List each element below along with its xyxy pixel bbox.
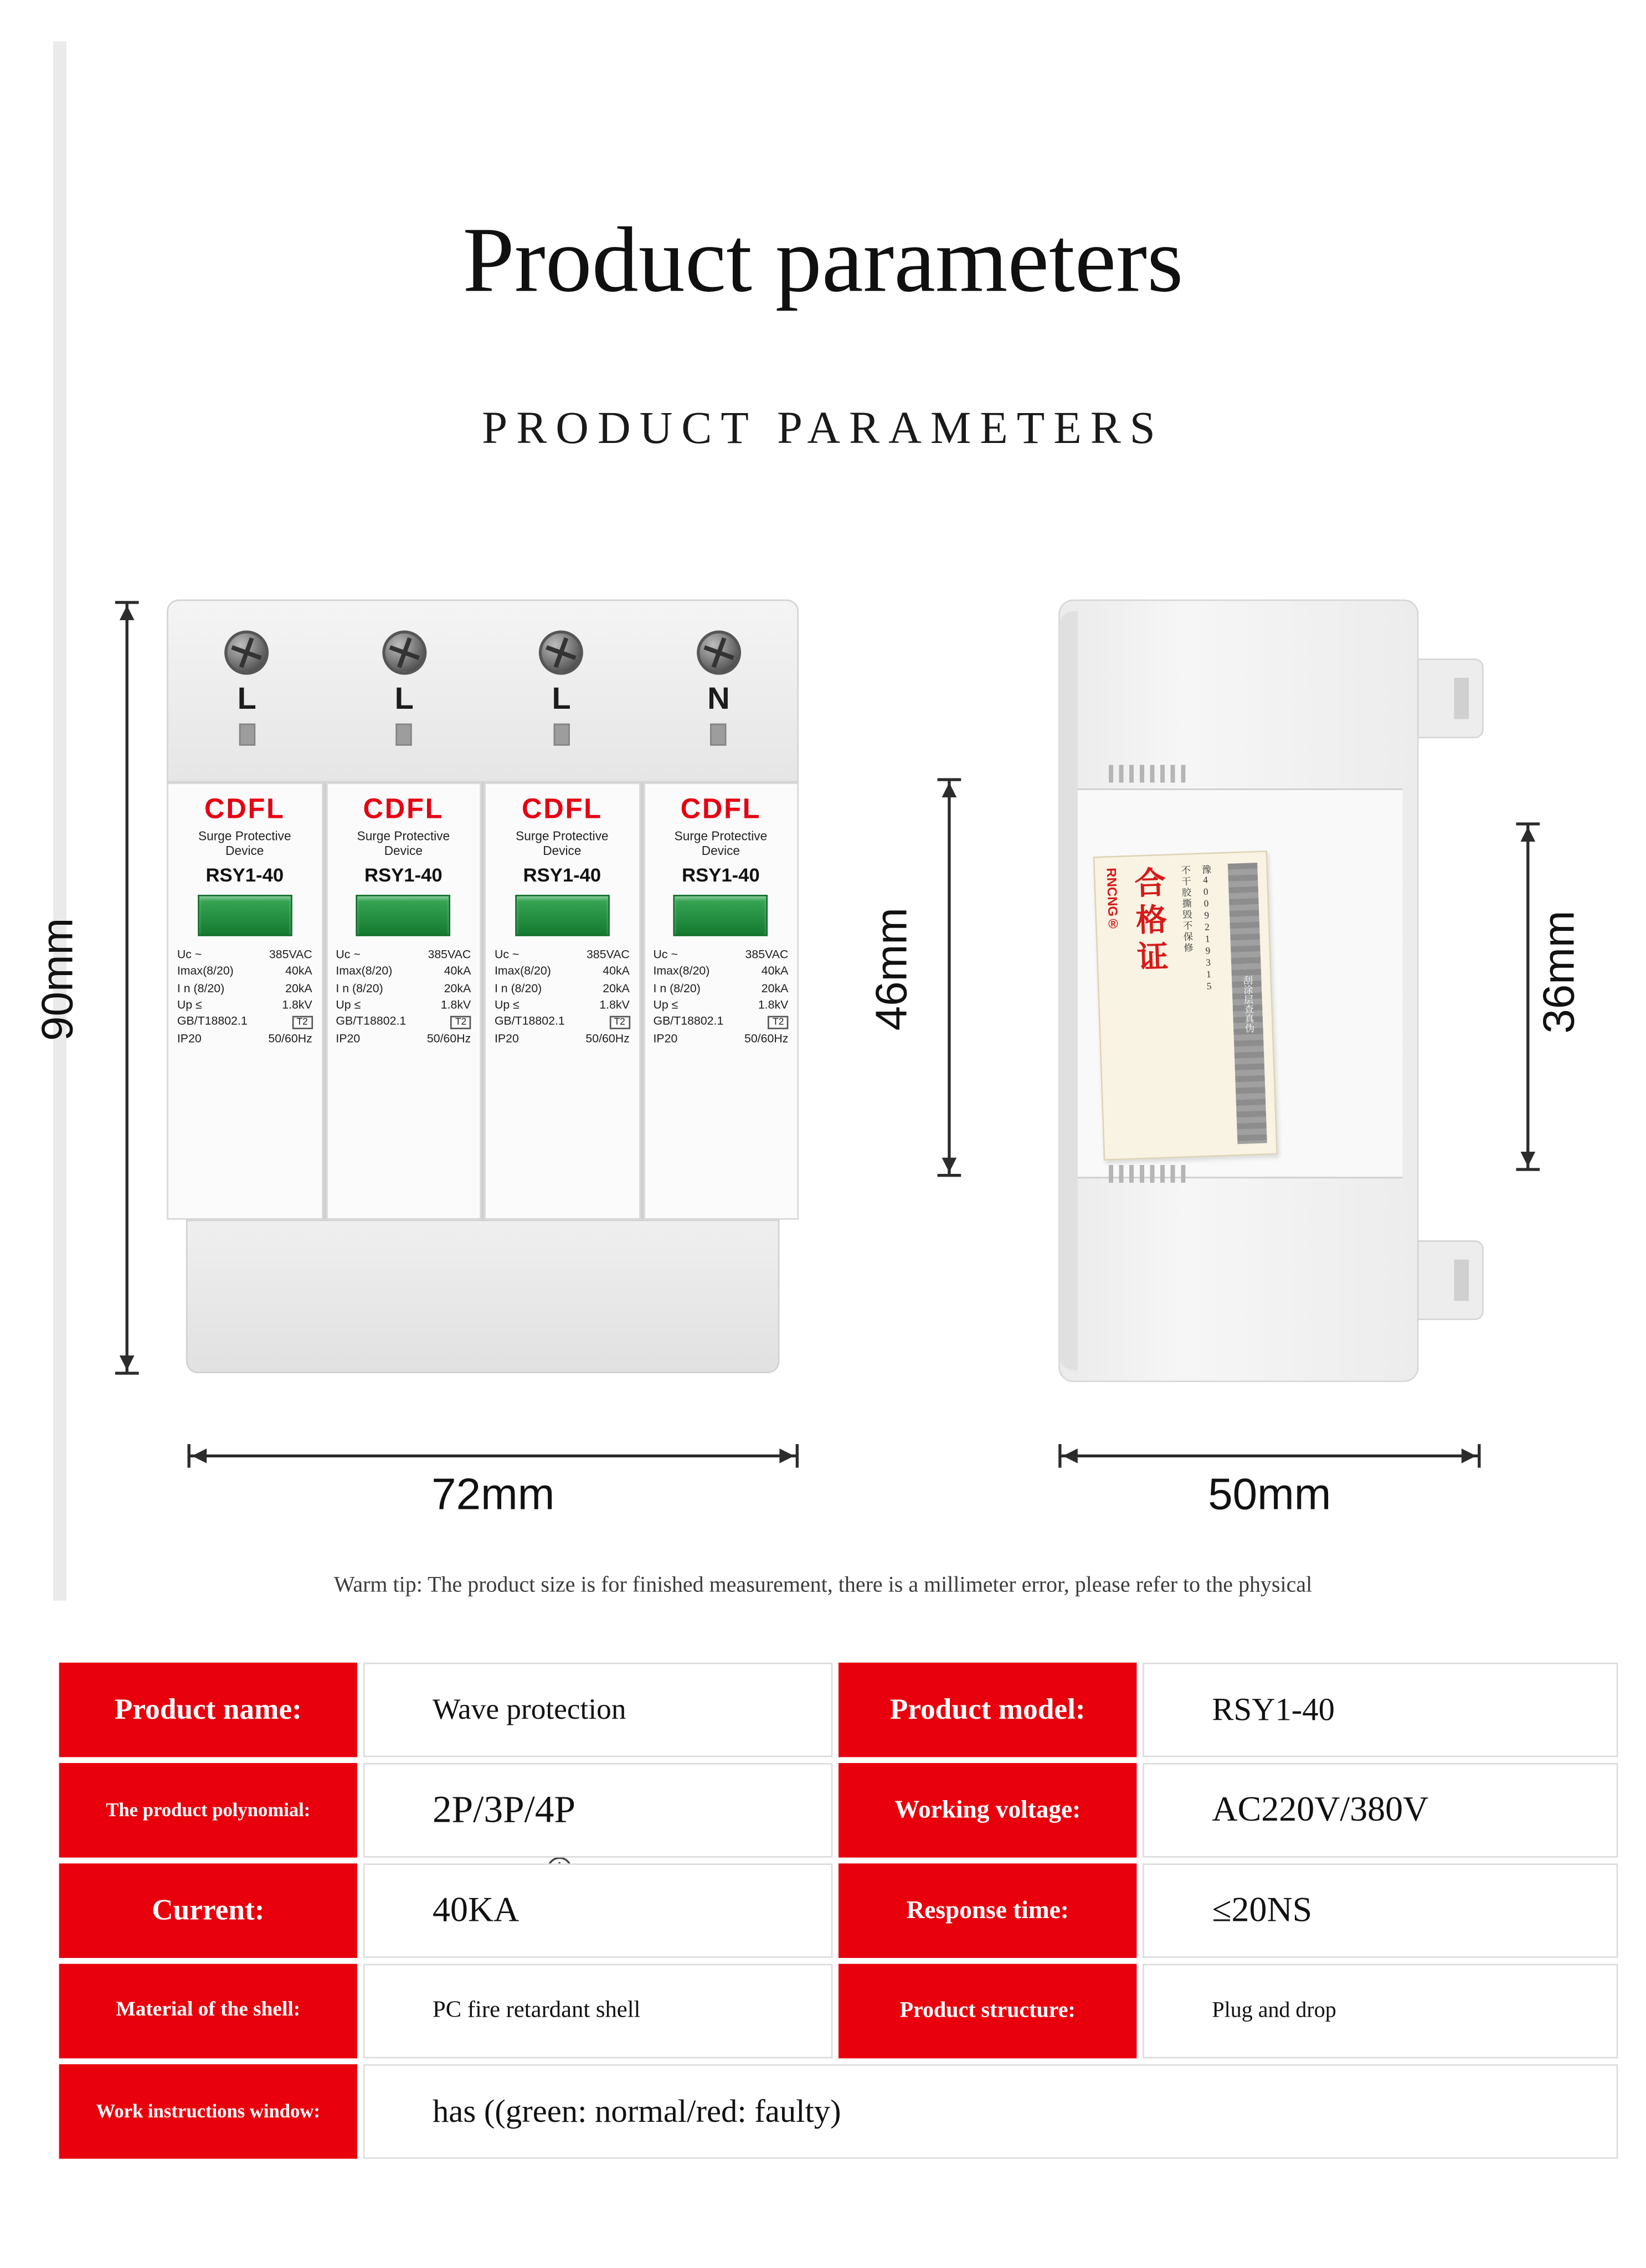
- device-type-label: Surge Protective Device: [198, 828, 291, 858]
- param-value: AC220V/380V: [1143, 1763, 1618, 1858]
- dimension-label: 72mm: [431, 1471, 555, 1520]
- param-value: has ((green: normal/red: faulty): [363, 2064, 1618, 2159]
- vent-teeth-bottom: [1109, 1165, 1186, 1183]
- vent-teeth-top: [1109, 765, 1186, 782]
- bottom-block: [186, 1220, 780, 1373]
- model-label: RSY1-40: [205, 863, 284, 885]
- param-value: RSY1-40: [1143, 1663, 1618, 1757]
- device-type-label: Surge Protective Device: [516, 828, 609, 858]
- sticker-brand: RNCNG®: [1104, 867, 1121, 932]
- param-label: Working voltage:: [839, 1763, 1136, 1858]
- model-label: RSY1-40: [682, 863, 760, 885]
- terminal-label: N: [707, 682, 730, 717]
- param-label: Material of the shell:: [59, 1964, 357, 2059]
- param-label: Product structure:: [839, 1964, 1136, 2059]
- spd-module: [326, 782, 481, 1219]
- front-view-device: [167, 600, 799, 1373]
- param-value: 40KA: [363, 1863, 833, 1958]
- terminal-slot: [396, 724, 412, 746]
- param-value: ≤20NS: [1143, 1863, 1618, 1958]
- terminal-3: [483, 601, 640, 781]
- terminal-2: [326, 601, 483, 781]
- model-label: RSY1-40: [364, 863, 443, 885]
- brand-logo: CDFL: [680, 794, 762, 826]
- device-type-label: Surge Protective Device: [357, 828, 450, 858]
- dimension-label: 90mm: [34, 917, 83, 1042]
- device-type-label: Surge Protective Device: [674, 828, 768, 858]
- param-label: Response time:: [839, 1863, 1136, 1958]
- terminal-slot: [239, 724, 255, 746]
- spd-module: [167, 782, 322, 1219]
- module-row: [167, 782, 799, 1219]
- spec-lines: Uc ~ 385VAC Imax(8/20) 40kA I n (8/20) 20kA Up ≤ 1.8kV GB/T18802.1 T2 IP20 50/60Hz: [653, 948, 789, 1045]
- terminal-4: [640, 601, 797, 781]
- terminal-screw-icon: [382, 631, 426, 675]
- param-label: Product model:: [839, 1663, 1136, 1757]
- sticker-note-1: 不干胶撕毁不保修: [1179, 865, 1193, 954]
- mount-clip-top: [1417, 658, 1484, 738]
- status-window: [673, 894, 768, 936]
- dimension-label: 50mm: [1208, 1471, 1331, 1520]
- param-label: Work instructions window:: [59, 2064, 357, 2159]
- param-label: The product polynomial:: [59, 1763, 357, 1858]
- param-value: 2P/3P/4P: [363, 1763, 833, 1858]
- terminal-screw-icon: [696, 631, 740, 675]
- terminal-label: L: [552, 682, 571, 717]
- mount-clip-bottom: [1417, 1240, 1484, 1320]
- page-title: Product parameters: [462, 208, 1184, 312]
- dimension-label: 36mm: [1535, 910, 1585, 1034]
- brand-logo: CDFL: [363, 794, 444, 826]
- warm-tip-text: Warm tip: The product size is for finished measurement, there is a millimeter error, please refer to the physical: [333, 1574, 1313, 1598]
- status-window: [198, 894, 292, 936]
- spd-module: [484, 782, 640, 1219]
- terminal-slot: [553, 724, 569, 746]
- certificate-sticker: [1093, 850, 1278, 1161]
- spec-lines: Uc ~ 385VAC Imax(8/20) 40kA I n (8/20) 20kA Up ≤ 1.8kV GB/T18802.1 T2 IP20 50/60Hz: [336, 948, 471, 1045]
- param-value: PC fire retardant shell: [363, 1964, 833, 2059]
- brand-logo: CDFL: [204, 794, 285, 826]
- sticker-note-2: 豫4009219315: [1200, 864, 1215, 994]
- spd-module: [643, 782, 799, 1219]
- terminal-slot: [711, 724, 727, 746]
- spec-lines: Uc ~ 385VAC Imax(8/20) 40kA I n (8/20) 20kA Up ≤ 1.8kV GB/T18802.1 T2 IP20 50/60Hz: [494, 948, 630, 1045]
- din-rail-edge: [1060, 611, 1078, 1370]
- param-value: Plug and drop: [1143, 1964, 1618, 2059]
- terminal-1: [168, 601, 326, 781]
- param-value: Wave protection: [363, 1663, 833, 1757]
- model-label: RSY1-40: [523, 863, 601, 885]
- terminal-screw-icon: [539, 631, 584, 675]
- dimension-label: 46mm: [868, 908, 917, 1031]
- scratch-strip: 刮涂层查真伪: [1228, 863, 1267, 1144]
- side-view-device: [1058, 600, 1486, 1382]
- spec-lines: Uc ~ 385VAC Imax(8/20) 40kA I n (8/20) 20kA Up ≤ 1.8kV GB/T18802.1 T2 IP20 50/60Hz: [177, 948, 312, 1045]
- status-window: [515, 894, 610, 936]
- terminal-block: [167, 600, 799, 783]
- param-label: Product name:: [59, 1663, 357, 1757]
- brand-logo: CDFL: [522, 794, 603, 826]
- terminal-label: L: [394, 682, 414, 717]
- spec-table: [59, 1663, 1618, 2159]
- status-window: [356, 894, 451, 936]
- sticker-cert-text: 合格证: [1130, 865, 1170, 978]
- param-label: Current:: [59, 1863, 357, 1958]
- terminal-label: L: [237, 682, 256, 717]
- terminal-screw-icon: [225, 631, 269, 675]
- page-subtitle: PRODUCT PARAMETERS: [482, 401, 1164, 453]
